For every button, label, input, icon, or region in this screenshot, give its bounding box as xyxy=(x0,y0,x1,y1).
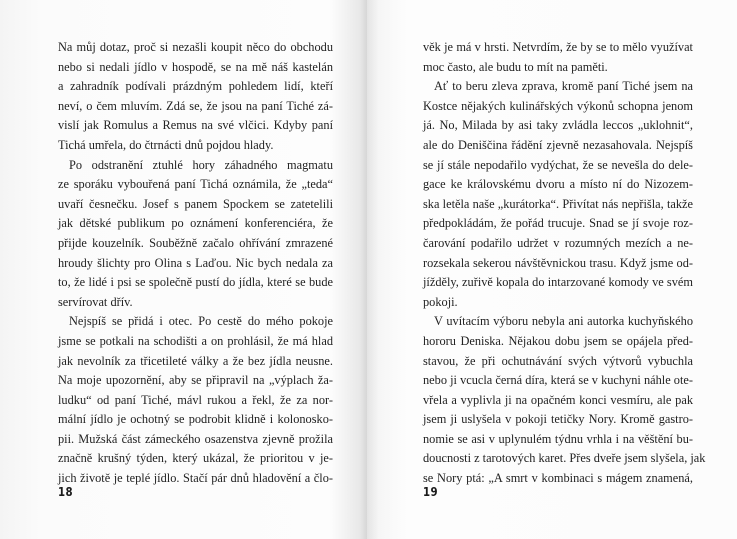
text-line: Nejspíš se přidá i otec. Po cestě do mého pokoje xyxy=(69,314,333,329)
text-line: jsem ji uslyšela v pokoji tetičky Nory. Kromě gastro- xyxy=(423,412,693,427)
right-page xyxy=(367,0,737,539)
left-page-text xyxy=(58,38,333,489)
text-line: pokoji. xyxy=(423,294,458,309)
text-line: jak nevolník za třicetileté války a že bez jídla neusne. xyxy=(58,353,333,368)
text-line: jak dětské publikum po oznámení konferenciéra, že xyxy=(58,216,333,231)
text-line: neví, o čem mluvím. Zdá se, že jsou na paní Tiché zá- xyxy=(58,98,333,113)
text-line: moc často, ale budu to mít na paměti. xyxy=(423,59,608,74)
text-line: Tichá umřela, do čtrnácti dnů pojdou hlady. xyxy=(58,137,274,152)
text-line: servírovat dřív. xyxy=(58,294,133,309)
text-line: věk je má v hrsti. Netvrdím, že by se to mělo využívat xyxy=(423,40,693,54)
text-line: doucnosti z tarotových karet. Přes dveře jsem slyšela, jak xyxy=(423,451,706,466)
text-line: jich životě je teplé jídlo. Stačí pár dnů hladovění a člo- xyxy=(58,471,333,486)
text-line: ska letěla naše „kurátorka“. Přivítat nás nepřišla, takže xyxy=(423,196,693,211)
text-line: stavou, že při ochutnávání svých výtvorů vybuchla xyxy=(423,353,693,368)
text-line: Po odstranění ztuhlé hory záhadného magmatu xyxy=(69,157,333,172)
text-line: Na moje upozornění, aby se připravil na „výplach ža- xyxy=(58,373,333,388)
text-line: hororu Deniska. Nějakou dobu jsem se opájela před- xyxy=(423,333,693,348)
text-line: ze sporáku vybouřená paní Tichá oznámila, že „teda“ xyxy=(58,177,333,192)
text-line: nebo si nedali jídlo v hospodě, se na mě náš kastelán xyxy=(58,59,333,74)
left-page xyxy=(0,0,367,539)
text-line: pii. Mužská část zámeckého osazenstva zjevně prožila xyxy=(58,431,333,446)
text-line: přijde kouzelník. Souběžně začalo ohřívání zmrazené xyxy=(58,235,333,250)
text-line: uvaří česnečku. Josef s panem Spockem se zatetelili xyxy=(58,196,333,211)
left-page-number: 18 xyxy=(58,485,74,499)
right-page-text xyxy=(423,38,706,489)
text-line: nebo ji vcucla černá díra, která se v kuchyni náhle ote- xyxy=(423,373,693,388)
text-line: a zahradník podívali prázdným pohledem lidí, kteří xyxy=(58,79,333,94)
text-line: čarování podařilo udržet v rozumných mezích a ne- xyxy=(423,235,693,250)
text-line: V uvítacím výboru nebyla ani autorka kuchyňského xyxy=(434,314,693,329)
text-line: rozsekala sekerou návštěvnickou trasu. Když jsme od- xyxy=(423,255,693,270)
text-line: gace ke královskému dvoru a místo ní do Nizozem- xyxy=(423,177,693,192)
text-line: Na můj dotaz, proč si nezašli koupit něco do obchodu xyxy=(58,40,333,54)
text-line: já. No, Milada by asi taky zvládla leccos „uklohnit“, xyxy=(423,118,693,133)
text-line: vislí jak Romulus a Remus na své vlčici. Kdyby paní xyxy=(58,118,333,133)
text-line: ludku“ od paní Tiché, mávl rukou a řekl, že za nor- xyxy=(58,392,333,407)
text-line: jsme se potkali na schodišti a on prohlásil, že má hlad xyxy=(58,333,333,348)
text-line: předpokládám, že pořád trucuje. Snad se jí svoje roz- xyxy=(423,216,693,231)
text-line: ale do Deniščina řádění zjevně nezasahovala. Nejspíš xyxy=(423,137,693,152)
text-line: jížděly, zuřivě kopala do intarzované komody ve svém xyxy=(423,275,693,290)
text-line: mální jídlo je ochotný se podrobit klidně i kolonosko- xyxy=(58,412,333,427)
text-line: to, že lidé i psi se společně pustí do jídla, které se bude xyxy=(58,275,333,290)
text-line: značně krušný týden, který ukázal, že prioritou v je- xyxy=(58,451,333,466)
text-line: Kostce nějakých kulinářských výkonů schopna jenom xyxy=(423,98,693,113)
text-line: se Nory ptá: „A smrt v kombinaci s mágem znamená, xyxy=(423,471,693,486)
text-line: Ať to beru zleva zprava, kromě paní Tiché jsem na xyxy=(434,79,693,94)
text-line: vřela a vyplivla ji na opačném konci vesmíru, ale pak xyxy=(423,392,693,407)
right-page-number: 19 xyxy=(423,485,439,499)
text-line: hroudy šlichty pro Olina s Laďou. Nic bych nedala za xyxy=(58,255,333,270)
text-line: nomie se asi v uplynulém týdnu vrhla i na věštění bu- xyxy=(423,431,693,446)
text-line: se jí stále nepodařilo vydýchat, že se nevešla do dele- xyxy=(423,157,693,172)
